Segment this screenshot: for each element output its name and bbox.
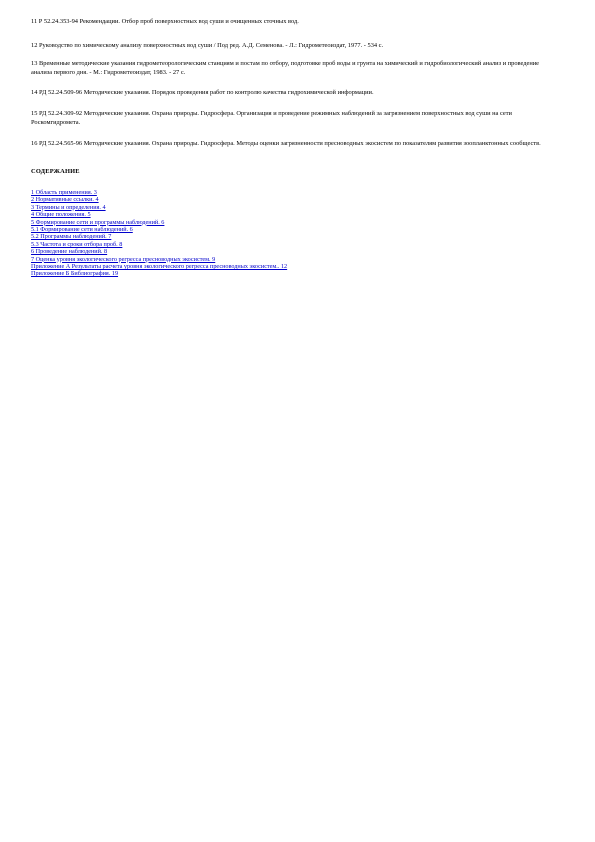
bibliography-entry-13: 13 Временные методические указания гидрометеорологическим станциям и постам по отбору, подготовке проб воды и грунта на химический и гидробиологический анализ и проведение анализа первого дня. - М.: Гидрометеоиздат, 1983. - 27 с. xyxy=(31,60,540,76)
toc-link-observation-programs[interactable]: 5.2 Программы наблюдений. 7 xyxy=(31,233,112,241)
toc-item xyxy=(31,219,287,226)
toc-item xyxy=(31,270,287,277)
bibliography-entry-16: 16 РД 52.24.565-96 Методические указания. Охрана природы. Гидросфера. Методы оценки загрязненности пресноводных экосистем по показателям развития зоопланктонных сообществ. xyxy=(31,140,541,147)
toc-link-terms-definitions[interactable]: 3 Термины и определения. 4 xyxy=(31,203,106,211)
bibliography-entry-11: 11 Р 52.24.353-94 Рекомендации. Отбор проб поверхностных вод суши и очищенных сточных вод. xyxy=(31,18,299,25)
toc-item xyxy=(31,226,287,233)
toc-item xyxy=(31,211,287,218)
toc-item xyxy=(31,256,287,263)
toc-link-normative-references[interactable]: 2 Нормативные ссылки. 4 xyxy=(31,196,99,204)
toc-link-regress-assessment[interactable]: 7 Оценка уровня экологического регресса пресноводных экосистем. 9 xyxy=(31,255,216,263)
toc-item xyxy=(31,233,287,240)
toc-item xyxy=(31,204,287,211)
bibliography-entry-14: 14 РД 52.24.509-96 Методические указания. Порядок проведения работ по контролю качества гидрохимической информации. xyxy=(31,89,374,96)
toc-item xyxy=(31,241,287,248)
toc-item xyxy=(31,196,287,203)
toc-link-scope[interactable]: 1 Область применения. 3 xyxy=(31,189,97,196)
toc-item xyxy=(31,263,287,270)
toc-link-network-formation[interactable]: 5.1 Формирование сети наблюдений. 6 xyxy=(31,226,133,234)
bibliography-entry-15: 15 РД 52.24.309-92 Методические указания. Охрана природы. Гидросфера. Организация и проведение режимных наблюдений за загрязнением поверхностных вод суши на сети Роскомгидромета. xyxy=(31,110,512,126)
table-of-contents xyxy=(31,189,287,278)
toc-link-appendix-b[interactable]: Приложение Б Библиография. 19 xyxy=(31,270,119,278)
bibliography-entry-12: 12 Руководство по химическому анализу поверхностных вод суши / Под ред. А.Д. Семенова. - Л.: Гидрометеоиздат, 1977. - 534 с. xyxy=(31,42,384,49)
toc-heading: СОДЕРЖАНИЕ xyxy=(31,168,80,175)
toc-link-sampling-frequency[interactable]: 5.3 Частота и сроки отбора проб. 8 xyxy=(31,240,123,248)
toc-link-conducting-observations[interactable]: 6 Проведение наблюдений. 8 xyxy=(31,248,108,256)
toc-item xyxy=(31,189,287,196)
toc-link-general-provisions[interactable]: 4 Общие положения. 5 xyxy=(31,211,91,219)
toc-link-appendix-a[interactable]: Приложение А Результаты расчета уровня экологического регресса пресноводных экосистем.. 12 xyxy=(31,263,288,271)
toc-link-network-program[interactable]: 5 Формирование сети и программы наблюдений. 6 xyxy=(31,218,165,226)
toc-item xyxy=(31,248,287,255)
